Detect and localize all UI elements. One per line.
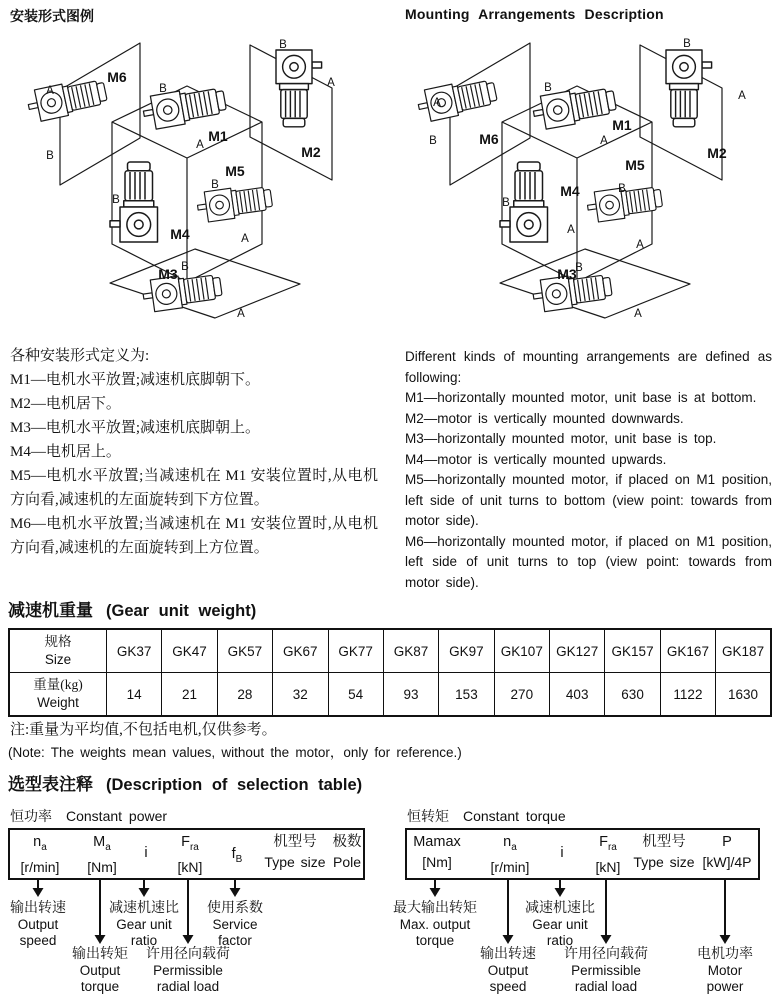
table-cell: 630	[605, 673, 660, 717]
label-m2: M2	[301, 144, 321, 160]
table-cell: 1630	[716, 673, 771, 717]
label-a: A	[433, 97, 441, 109]
label-m4: M4	[560, 183, 580, 199]
label-b: B	[211, 179, 219, 191]
label-a: A	[241, 233, 249, 245]
col-max-torque: Mamax [Nm]	[413, 834, 461, 870]
col-radial-load: $F_{ra}$ [kN]	[177, 834, 203, 875]
callout-output-speed: 输出转速 Output speed	[10, 901, 66, 948]
mounting-title-en: Mounting Arrangements Description	[405, 6, 664, 22]
callout-service-factor: 使用系数 Service factor	[207, 901, 263, 948]
defs-cn-m4: M4—电机居上。	[10, 444, 121, 460]
table-cell: GK57	[217, 629, 272, 673]
mounting-diagram-en	[390, 26, 780, 338]
weight-table	[8, 628, 772, 717]
constant-torque-header-box	[405, 828, 760, 880]
col-pole: 极数 Pole	[332, 834, 362, 870]
col-service-factor: $f_B$	[231, 846, 243, 865]
constant-power-header-box	[8, 828, 365, 880]
col-output-torque: $M_a$ [Nm]	[87, 834, 117, 875]
label-a: A	[196, 139, 204, 151]
weight-section-title	[8, 596, 256, 621]
table-cell: GK187	[716, 629, 771, 673]
defs-cn-m1: M1—电机水平放置;减速机底脚朝下。	[10, 372, 261, 388]
table-cell: 153	[439, 673, 494, 717]
table-cell: GK77	[328, 629, 383, 673]
label-m6: M6	[107, 69, 127, 85]
callout-output-torque: 输出转矩 Output torque	[72, 947, 128, 994]
constant-power-diagram	[8, 806, 378, 1000]
label-m3: M3	[557, 266, 577, 282]
table-cell: 21	[162, 673, 217, 717]
defs-en-m3: M3—horizontally mounted motor, unit base is top.	[405, 431, 717, 446]
weight-title-cn: 减速机重量	[8, 601, 93, 620]
label-m3: M3	[158, 266, 178, 282]
table-cell: 54	[328, 673, 383, 717]
label-a: A	[636, 239, 644, 251]
size-header-cell: 规格 Size	[9, 629, 107, 673]
callout-gear-ratio: 减速机速比 Gear unit ratio	[109, 901, 179, 948]
table-cell: GK107	[494, 629, 549, 673]
table-cell: GK37	[107, 629, 162, 673]
label-a: A	[738, 90, 746, 102]
label-b: B	[429, 135, 437, 147]
table-cell: GK157	[605, 629, 660, 673]
defs-en-intro: Different kinds of mounting arrangements are defined as following:	[405, 349, 772, 385]
table-cell: GK87	[383, 629, 438, 673]
table-cell: 14	[107, 673, 162, 717]
table-cell: GK67	[273, 629, 328, 673]
weight-note-en: (Note: The weights mean values, without the motor，only for reference.)	[8, 745, 462, 760]
defs-en-m2: M2—motor is vertically mounted downwards.	[405, 410, 684, 426]
gearmotor-m1	[141, 83, 227, 130]
label-b: B	[683, 38, 691, 50]
label-a: A	[237, 308, 245, 320]
constant-torque-diagram	[393, 806, 775, 1000]
col-output-speed: $n_a$ [r/min]	[490, 834, 530, 875]
label-a: A	[46, 85, 54, 97]
gearmotor-m2	[666, 50, 712, 127]
col-type-size: 机型号 Type size	[633, 834, 695, 870]
col-type-size: 机型号 Type size	[264, 834, 326, 870]
gearmotor-m2	[276, 50, 322, 127]
label-m6: M6	[479, 131, 499, 147]
label-b: B	[279, 39, 287, 51]
table-cell: 32	[273, 673, 328, 717]
defs-en-m4: M4—motor is vertically mounted upwards.	[405, 451, 667, 467]
callout-radial-load: 许用径向载荷 Permissible radial load	[564, 947, 648, 994]
weight-title-en: (Gear unit weight)	[106, 602, 257, 620]
col-radial-load: $F_{ra}$ [kN]	[595, 834, 621, 875]
label-b: B	[159, 83, 167, 95]
label-b: B	[112, 194, 120, 206]
defs-cn-m5: M5—电机水平放置;当减速机在 M1 安装位置时,从电机方向看,减速机的左面旋转到下方位置。	[10, 468, 378, 508]
table-cell: 403	[550, 673, 605, 717]
label-m4: M4	[170, 226, 190, 242]
gearmotor-m6	[416, 76, 499, 124]
table-cell: 270	[494, 673, 549, 717]
table-cell: GK127	[550, 629, 605, 673]
table-row-weights	[9, 673, 771, 717]
col-motor-power: P [kW]/4P	[702, 834, 752, 870]
label-m5: M5	[225, 163, 245, 179]
table-cell: GK97	[439, 629, 494, 673]
label-m1: M1	[612, 117, 632, 133]
definitions-english	[405, 347, 772, 593]
callout-gear-ratio: 减速机速比 Gear unit ratio	[525, 901, 595, 948]
col-ratio: i	[560, 845, 564, 861]
label-a: A	[600, 135, 608, 147]
label-b: B	[181, 261, 189, 273]
label-b: B	[575, 262, 583, 274]
callout-motor-power: 电机功率 Motor power	[697, 947, 753, 994]
selection-title-en: (Description of selection table)	[106, 776, 363, 794]
selection-section-title	[8, 770, 362, 795]
gearmotor-m6	[26, 76, 109, 124]
defs-en-m1: M1—horizontally mounted motor, unit base is at bottom.	[405, 390, 757, 405]
defs-en-m5: M5—horizontally mounted motor, if placed on M1 position, left side of unit turns to bottom (view point: towards from motor side).	[405, 472, 772, 528]
col-output-speed: $n_a$ [r/min]	[20, 834, 60, 875]
defs-cn-m6: M6—电机水平放置;当减速机在 M1 安装位置时,从电机方向看,减速机的左面旋转到上方位置。	[10, 516, 378, 556]
mounting-title-cn: 安装形式图例	[10, 8, 94, 24]
label-m2: M2	[707, 145, 727, 161]
table-row-sizes	[9, 629, 771, 673]
callout-output-speed: 输出转速 Output speed	[480, 947, 536, 994]
table-cell: GK47	[162, 629, 217, 673]
selection-title-cn: 选型表注释	[8, 775, 93, 794]
label-b: B	[618, 183, 626, 195]
mounting-diagram-cn	[0, 26, 390, 338]
table-cell: GK167	[660, 629, 715, 673]
label-b: B	[46, 150, 54, 162]
table-cell: 93	[383, 673, 438, 717]
defs-cn-m3: M3—电机水平放置;减速机底脚朝上。	[10, 420, 261, 436]
label-a: A	[327, 77, 335, 89]
defs-cn-intro: 各种安装形式定义为:	[10, 348, 150, 364]
table-cell: 1122	[660, 673, 715, 717]
defs-cn-m2: M2—电机居下。	[10, 396, 121, 412]
label-m1: M1	[208, 128, 228, 144]
label-b: B	[502, 197, 510, 209]
defs-en-m6: M6—horizontally mounted motor, if placed on M1 position, left side of unit turns to top (view point: towards from motor side).	[405, 533, 772, 590]
weight-header-cell: 重量(kg) Weight	[9, 673, 107, 717]
label-b: B	[544, 82, 552, 94]
label-a: A	[567, 224, 575, 236]
gearmotor-m3	[141, 270, 223, 313]
label-m5: M5	[625, 157, 645, 173]
table-cell: 28	[217, 673, 272, 717]
definitions-chinese	[10, 344, 378, 560]
constant-torque-caption: 恒转矩 Constant torque	[407, 808, 566, 825]
constant-power-caption: 恒功率 Constant power	[10, 808, 168, 825]
callout-radial-load: 许用径向载荷 Permissible radial load	[146, 947, 230, 994]
callout-max-torque: 最大输出转矩 Max. output torque	[393, 901, 477, 948]
label-a: A	[634, 308, 642, 320]
weight-note-cn: 注:重量为平均值,不包括电机,仅供参考。	[10, 722, 277, 738]
col-ratio: i	[144, 845, 148, 861]
